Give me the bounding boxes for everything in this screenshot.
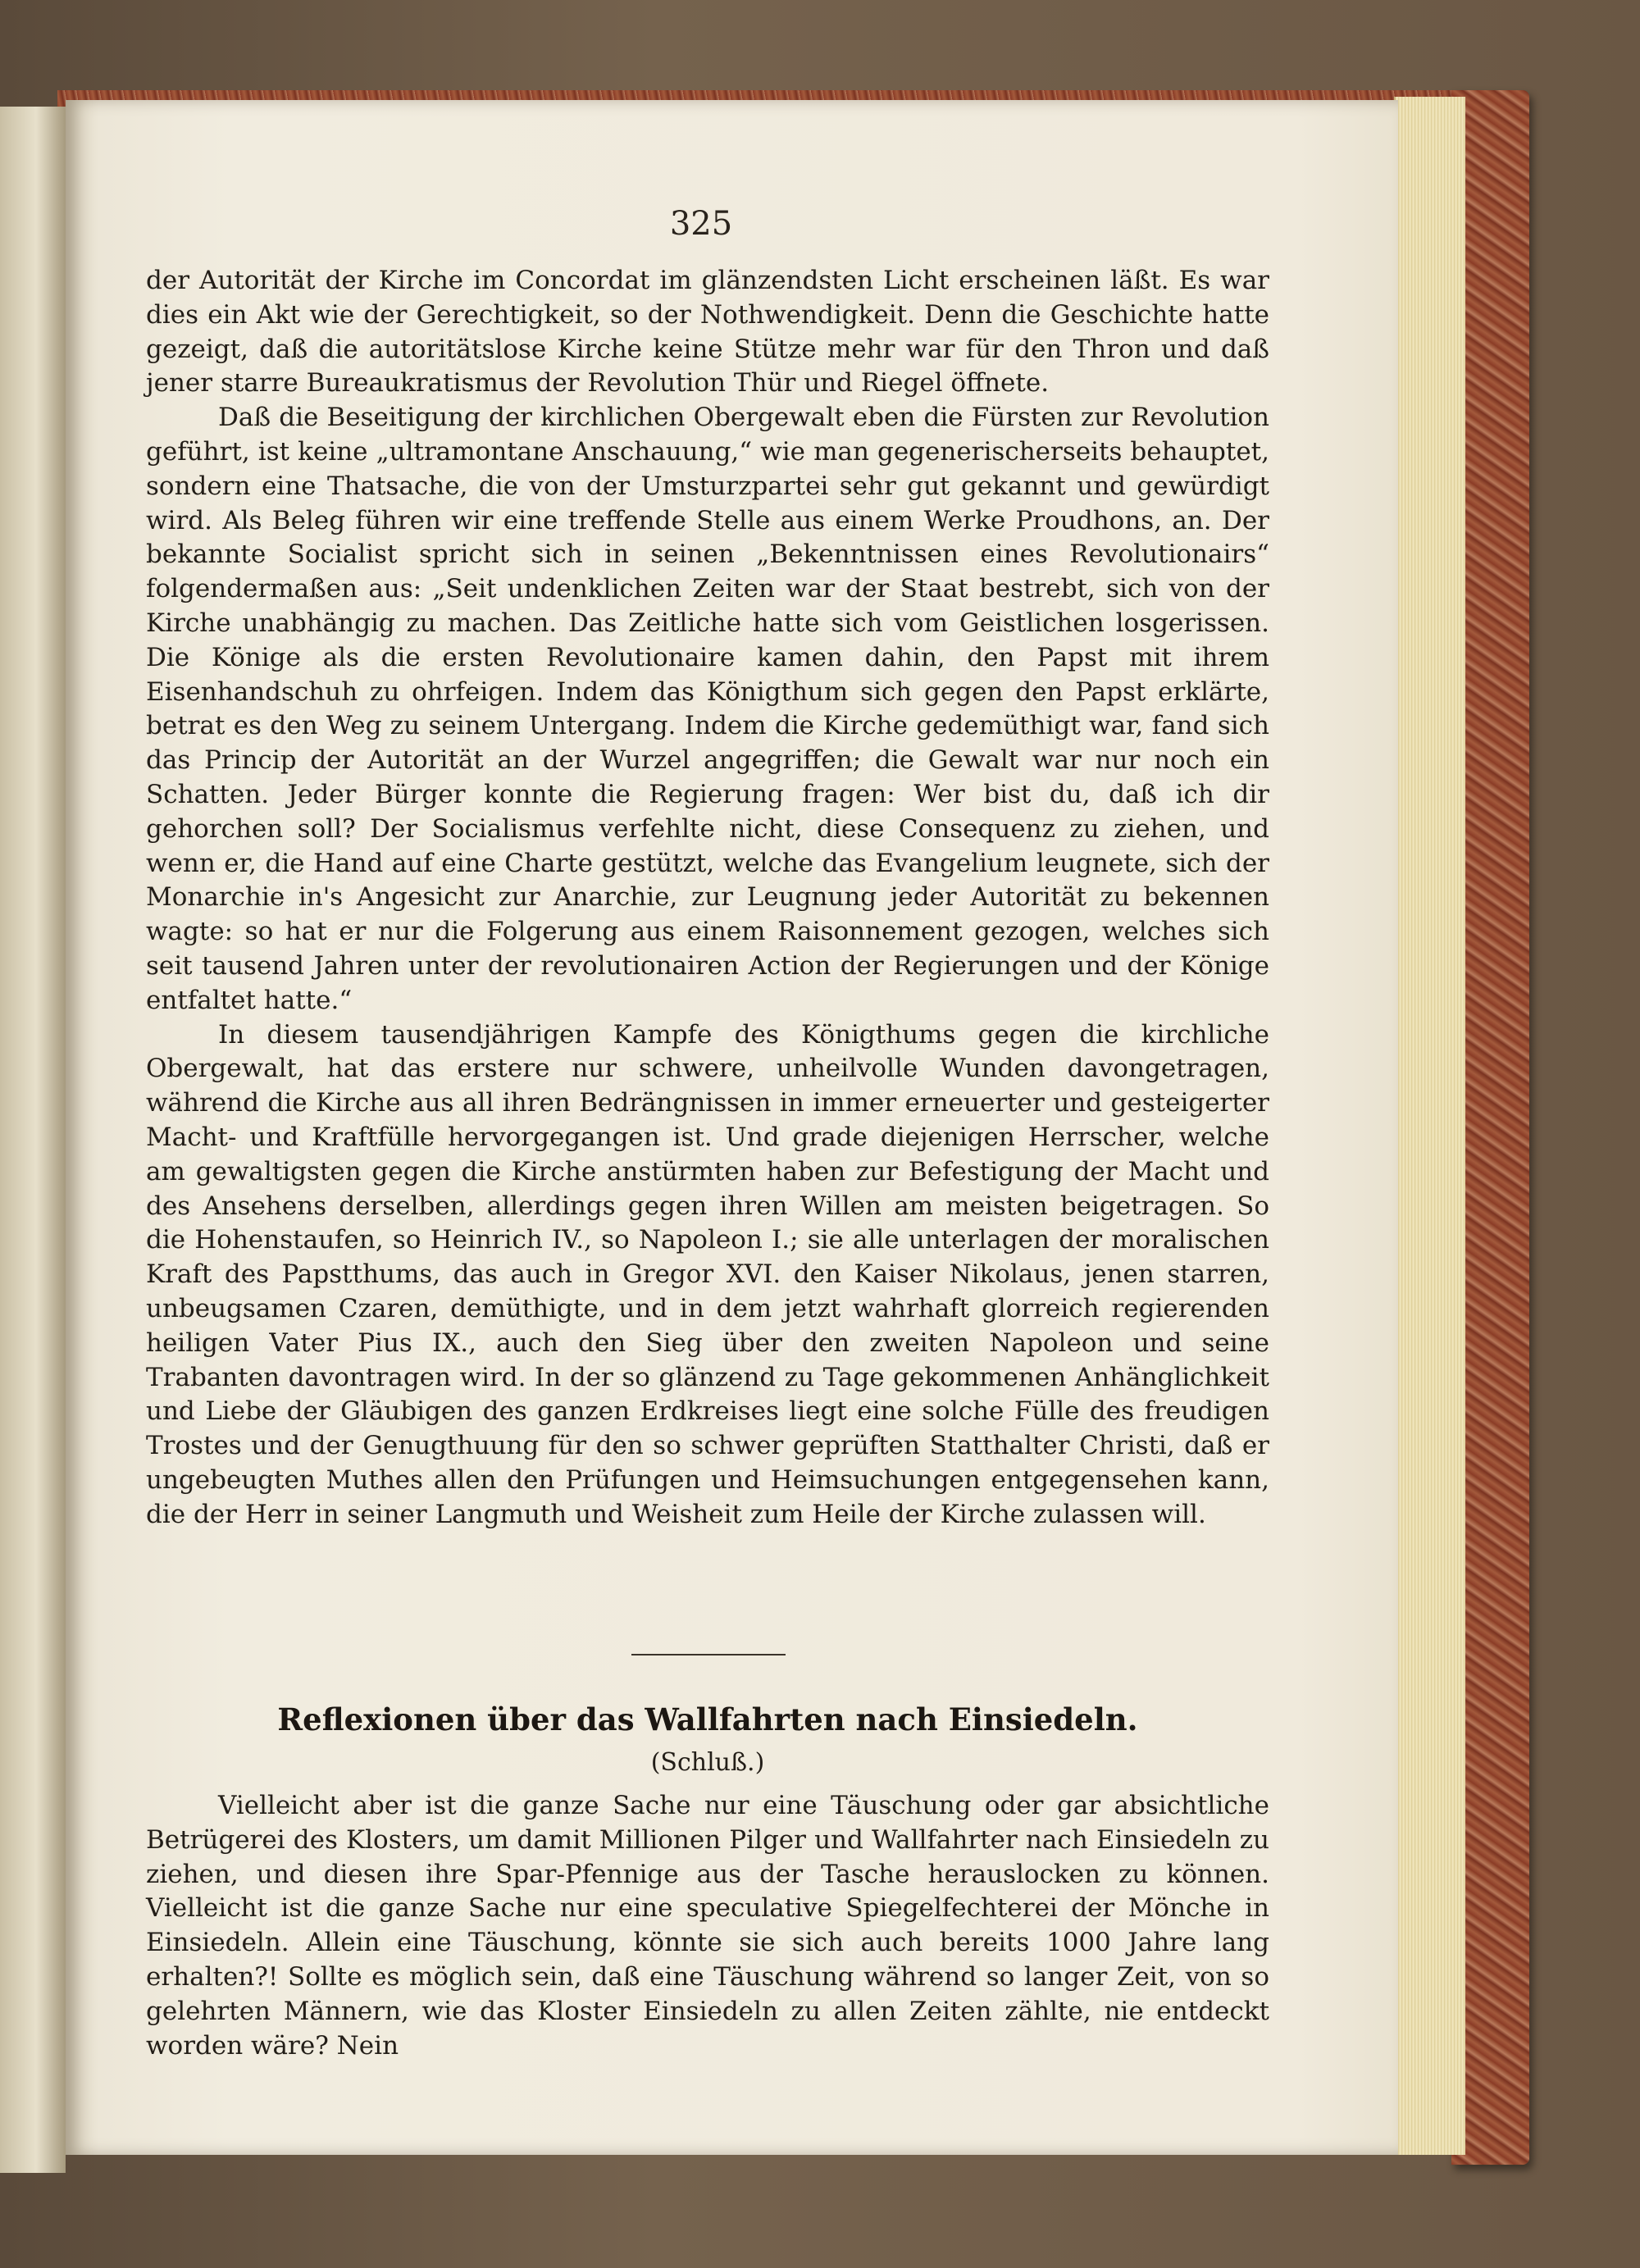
page-edges xyxy=(1394,97,1465,2155)
page-number: 325 xyxy=(669,205,733,243)
section-title: Reflexionen über das Wallfahrten nach Einsiedeln. xyxy=(277,1701,1138,1737)
main-text xyxy=(146,264,1269,1532)
section-text xyxy=(146,1789,1269,2063)
paragraph-1: der Autorität der Kirche im Concordat im glänzendsten Licht erscheinen läßt. Es war dies ein Akt wie der Gerechtigkeit, so der Nothwendigkeit. Denn die Geschichte hatte gezeigt, daß die autoritätslose Kirche keine Stütze mehr war für den Thron und daß jener starre Bureaukratismus der Revolution Thür und Riegel öffnete. xyxy=(146,266,1269,398)
left-facing-page-edge xyxy=(0,107,66,2173)
section-paragraph: Vielleicht aber ist die ganze Sache nur eine Täuschung oder gar absichtliche Betrügerei des Klosters, um damit Millionen Pilger und Wallfahrter nach Einsiedeln zu ziehen, und diesen ihre Spar-Pfennige aus der Tasche herauslocken zu können. Vielleicht ist die ganze Sache nur eine speculative Spiegelfechterei der Mönche in Einsiedeln. Allein eine Täuschung, könnte sie sich auch bereits 1000 Jahre lang erhalten?! Sollte es möglich sein, daß eine Täuschung während so langer Zeit, von so gelehrten Männern, wie das Kloster Einsiedeln zu allen Zeiten zählte, nie entdeckt worden wäre? Nein xyxy=(146,1791,1269,2061)
paragraph-2: Daß die Beseitigung der kirchlichen Obergewalt eben die Fürsten zur Revolution geführt, ist keine „ultramontane Anschauung,“ wie man gegenerischerseits behauptet, sondern eine Thatsache, die von der Umsturzpartei sehr gut gekannt und gewürdigt wird. Als Beleg führen wir eine treffende Stelle aus einem Werke Proudhons, an. Der bekannte Socialist spricht sich in seinen „Bekenntnissen eines Revolutionairs“ folgendermaßen aus: „Seit undenklichen Zeiten war der Staat bestrebt, sich von der Kirche unabhängig zu machen. Das Zeitliche hatte sich vom Geistlichen losgerissen. Die Könige als die ersten Revolutionaire kamen dahin, den Papst mit ihrem Eisenhandschuh zu ohrfeigen. Indem das Königthum sich gegen den Papst erklärte, betrat es den Weg zu seinem Untergang. Indem die Kirche gedemüthigt war, fand sich das Princip der Autorität an der Wurzel angegriffen; die Gewalt war nur noch ein Schatten. Jeder Bürger konnte die Regierung fragen: Wer bist du, daß ich dir gehorchen soll? Der Socialismus verfehlte nicht, diese Consequenz zu ziehen, und wenn er, die Hand auf eine Charte gestützt, welche das Evangelium leugnete, sich der Monarchie in's Angesicht zur Anarchie, zur Leugnung jeder Autorität zu bekennen wagte: so hat er nur die Folgerung aus einem Raisonnement gezogen, welches sich seit tausend Jahren unter der revolutionairen Action der Regierungen und der Könige entfaltet hatte.“ xyxy=(146,403,1269,1015)
paragraph-3: In diesem tausendjährigen Kampfe des Königthums gegen die kirchliche Obergewalt, hat das erstere nur schwere, unheilvolle Wunden davongetragen, während die Kirche aus all ihren Bedrängnissen in immer erneuerter und gesteigerter Macht- und Kraftfülle hervorgegangen ist. Und grade diejenigen Herrscher, welche am gewaltigsten gegen die Kirche anstürmten haben zur Befestigung der Macht und des Ansehens derselben, allerdings gegen ihren Willen am meisten beigetragen. So die Hohenstaufen, so Heinrich IV., so Napoleon I.; sie alle unterlagen der moralischen Kraft des Papstthums, das auch in Gregor XVI. den Kaiser Nikolaus, jenen starren, unbeugsamen Czaren, demüthigte, und in dem jetzt wahrhaft glorreich regierenden heiligen Vater Pius IX., auch den Sieg über den zweiten Napoleon und seine Trabanten davontragen wird. In der so glänzend zu Tage gekommenen Anhänglichkeit und Liebe der Gläubigen des ganzen Erdkreises liegt eine solche Fülle des freudigen Trostes und der Genugthuung für den so schwer geprüften Statthalter Christi, daß er ungebeugten Muthes allen den Prüfungen und Heimsuchungen entgegensehen kann, die der Herr in seiner Langmuth und Weisheit zum Heile der Kirche zulassen will. xyxy=(146,1019,1269,1529)
section-subtitle: (Schluß.) xyxy=(650,1748,765,1777)
section-divider xyxy=(631,1654,786,1655)
